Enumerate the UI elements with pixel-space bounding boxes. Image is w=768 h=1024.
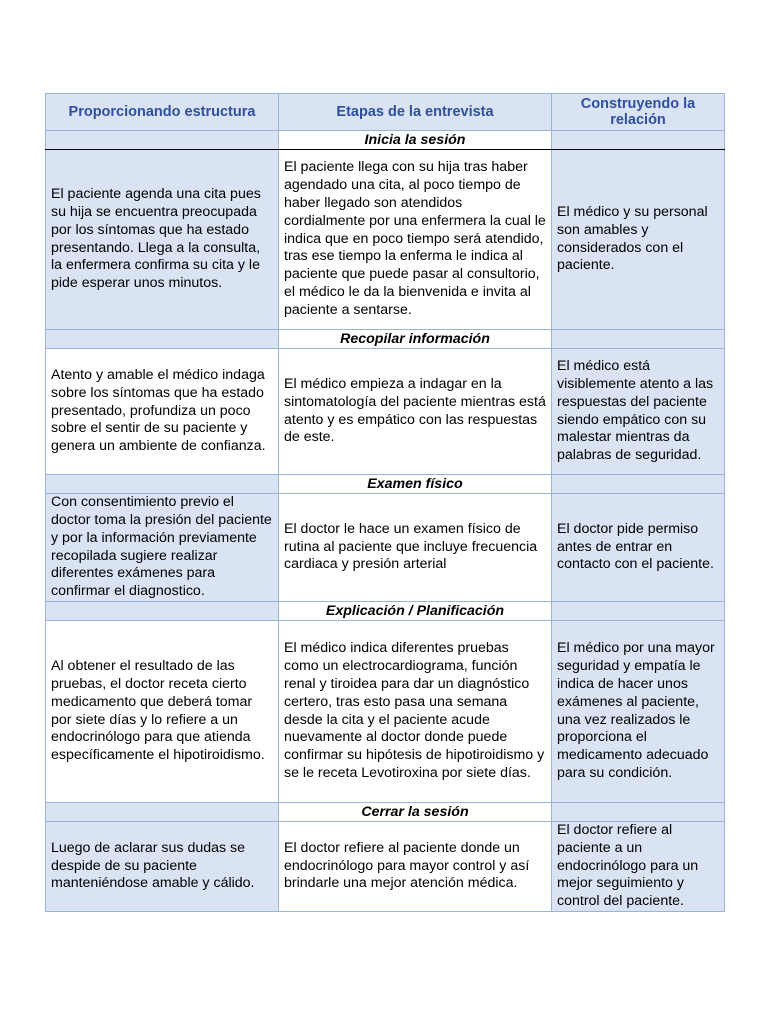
header-relationship: Construyendo la relación [552,94,725,131]
content-row [46,822,725,912]
relationship-cell: El médico y su personal son amables y considerados con el paciente. [552,150,725,330]
content-row [46,150,725,330]
section-title: Recopilar información [279,330,552,349]
relationship-cell: El médico por una mayor seguridad y empatía le indica de hacer unos exámenes al paciente, una vez realizados le proporciona el medicamento adecuado para su condición. [552,621,725,803]
section-title: Examen físico [279,475,552,494]
section-row [46,803,725,822]
structure-cell: El paciente agenda una cita pues su hija se encuentra preocupada por los síntomas que ha estado presentando. Llega a la consulta, la enfermera confirma su cita y le pide esperar unos minutos. [46,150,279,330]
relationship-cell: El doctor pide permiso antes de entrar en contacto con el paciente. [552,494,725,602]
section-title: Cerrar la sesión [279,803,552,822]
section-row [46,330,725,349]
stage-cell: El doctor le hace un examen físico de rutina al paciente que incluye frecuencia cardiaca y presión arterial [279,494,552,602]
section-row [46,131,725,150]
structure-cell: Con consentimiento previo el doctor toma la presión del paciente y por la información previamente recopilada sugiere realizar diferentes exámenes para confirmar el diagnostico. [46,494,279,602]
relationship-cell: El médico está visiblemente atento a las respuestas del paciente siendo empático con su malestar mientras da palabras de seguridad. [552,349,725,475]
interview-stages-table [45,93,725,912]
stage-cell: El médico indica diferentes pruebas como un electrocardiograma, función renal y tiroidea para dar un diagnóstico certero, tras esto pasa una semana desde la cita y el paciente acude nuevamente al doctor donde puede confirmar su hipótesis de hipotiroidismo y se le receta Levotiroxina por siete días. [279,621,552,803]
structure-cell: Atento y amable el médico indaga sobre los síntomas que ha estado presentado, profundiza un poco sobre el sentir de su paciente y genera un ambiente de confianza. [46,349,279,475]
content-row [46,621,725,803]
header-row [46,94,725,131]
section-title: Explicación / Planificación [279,602,552,621]
stage-cell: El paciente llega con su hija tras haber agendado una cita, al poco tiempo de haber llegado son atendidos cordialmente por una enfermera la cual le indica que en poco tiempo será atendido, tras ese tiempo la enferma le indica al paciente que puede pasar al consultorio, el médico le da la bienvenida e invita al paciente a sentarse. [279,150,552,330]
relationship-cell: El doctor refiere al paciente a un endocrinólogo para un mejor seguimiento y control del paciente. [552,822,725,912]
content-row [46,349,725,475]
section-row [46,602,725,621]
structure-cell: Luego de aclarar sus dudas se despide de su paciente manteniéndose amable y cálido. [46,822,279,912]
content-row [46,494,725,602]
stage-cell: El doctor refiere al paciente donde un endocrinólogo para mayor control y así brindarle una mejor atención médica. [279,822,552,912]
structure-cell: Al obtener el resultado de las pruebas, el doctor receta cierto medicamento que deberá tomar por siete días y lo refiere a un endocrinólogo para que atienda específicamente el hipotiroidismo. [46,621,279,803]
section-title: Inicia la sesión [279,131,552,150]
stage-cell: El médico empieza a indagar en la sintomatología del paciente mientras está atento y es empático con las respuestas de este. [279,349,552,475]
header-structure: Proporcionando estructura [46,94,279,131]
header-stages: Etapas de la entrevista [279,94,552,131]
section-row [46,475,725,494]
